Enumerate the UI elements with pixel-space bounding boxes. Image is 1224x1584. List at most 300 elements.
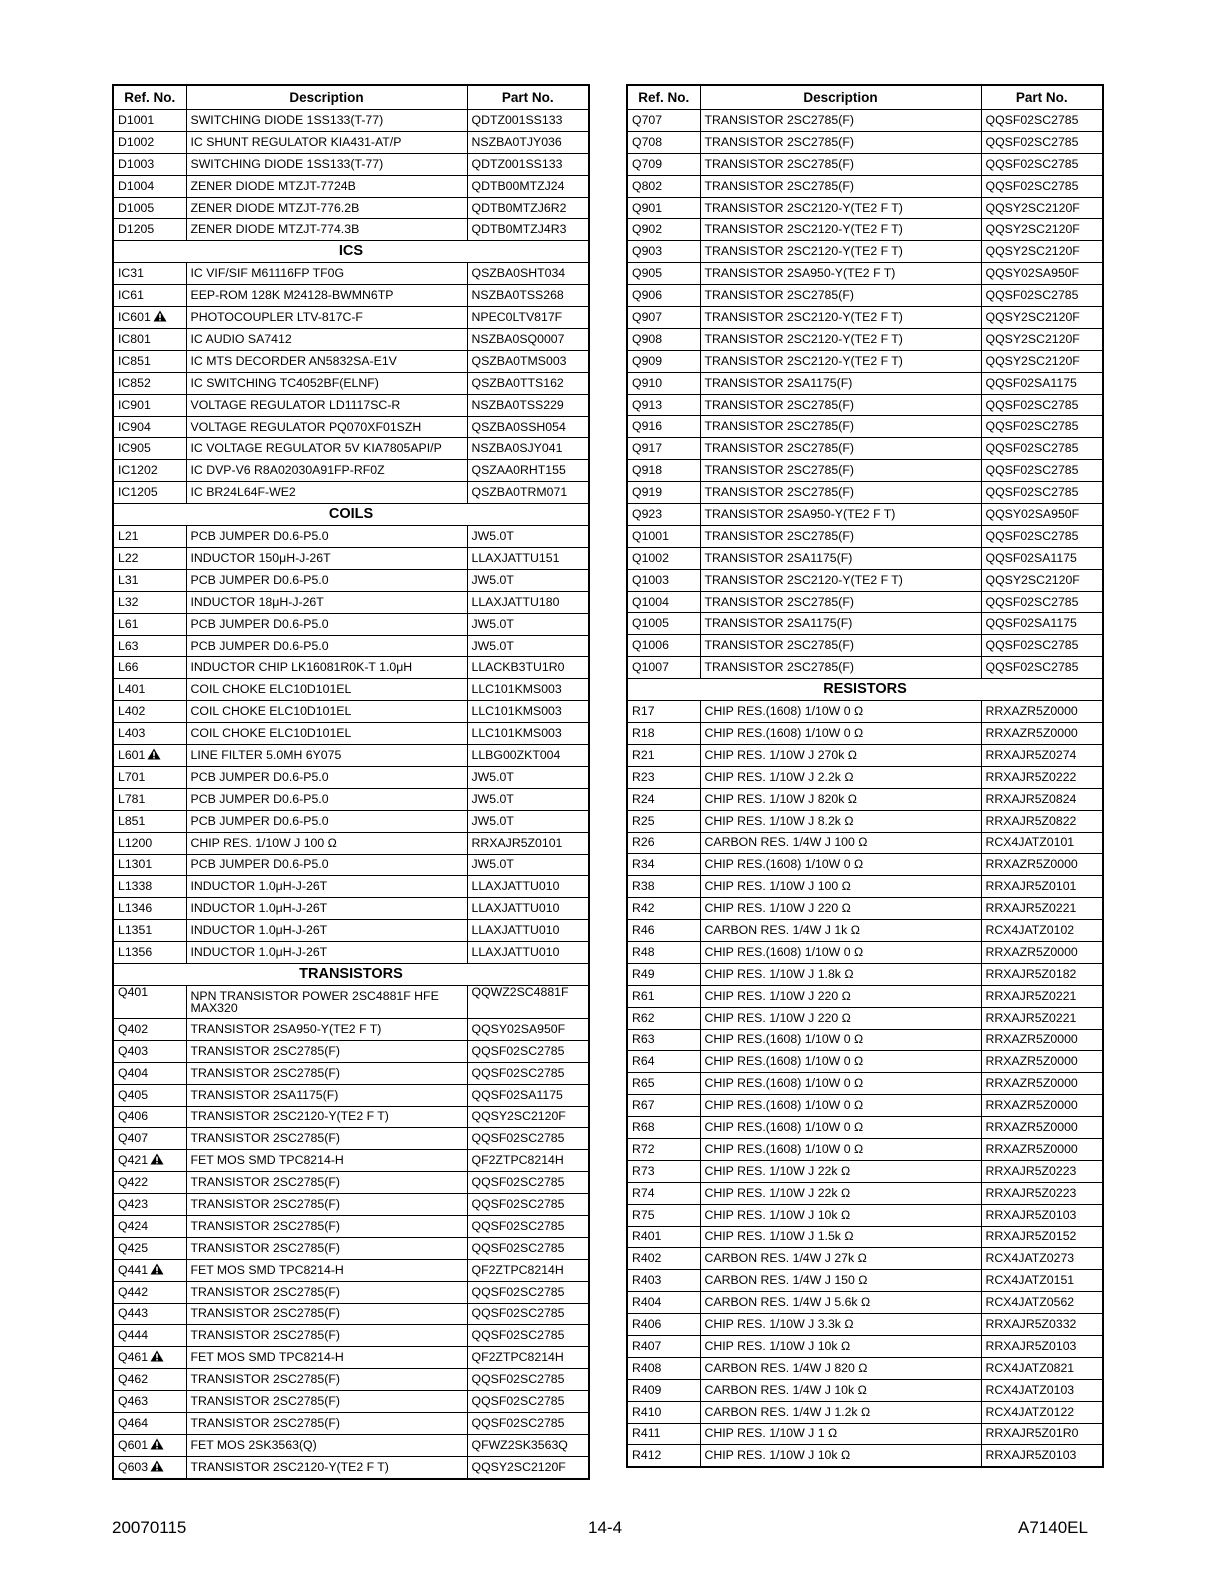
ref-no-cell [627,1138,700,1160]
ref-no: R62 [632,1010,655,1025]
table-row [627,635,1103,657]
part-no-cell: RRXAZR5Z0000 [981,701,1103,723]
ref-no-cell [113,438,186,460]
section-header-row [627,679,1103,701]
description-cell: IC MTS DECORDER AN5832SA-E1V [186,350,467,372]
ref-no-cell [627,766,700,788]
ref-no: IC852 [118,375,151,390]
description-cell: CHIP RES. 1/10W J 10k Ω [700,1445,981,1467]
ref-no-cell [113,788,186,810]
description-cell: TRANSISTOR 2SC2120-Y(TE2 F T) [700,350,981,372]
part-no-cell: QQSF02SC2785 [467,1128,589,1150]
table-row [627,1401,1103,1423]
ref-no-cell [113,1194,186,1216]
part-no-cell: RCX4JATZ0562 [981,1292,1103,1314]
table-row [627,372,1103,394]
part-no-cell: JW5.0T [467,810,589,832]
description-cell: TRANSISTOR 2SC2785(F) [700,525,981,547]
description-cell: TRANSISTOR 2SA1175(F) [186,1084,467,1106]
part-no-cell: QFWZ2SK3563Q [467,1434,589,1456]
ref-no: Q902 [632,222,663,237]
table-row [627,394,1103,416]
part-no-cell: QQSY2SC2120F [981,569,1103,591]
ref-no-cell [627,613,700,635]
parts-list-table-left [112,84,590,1480]
ref-no: Q917 [632,441,663,456]
ref-no: R402 [632,1251,662,1266]
ref-no: R67 [632,1098,655,1113]
description-cell: TRANSISTOR 2SC2785(F) [186,1303,467,1325]
ref-no: IC1205 [118,485,158,500]
part-no-cell: JW5.0T [467,788,589,810]
ref-no: R65 [632,1076,655,1091]
description-cell: IC SWITCHING TC4052BF(ELNF) [186,372,467,394]
description-cell: TRANSISTOR 2SA1175(F) [700,613,981,635]
part-no-cell: QQSF02SC2785 [981,110,1103,132]
ref-no: Q905 [632,266,663,281]
ref-no-cell [627,1423,700,1445]
ref-no: Q464 [118,1415,149,1430]
part-no-cell: RRXAZR5Z0000 [981,1138,1103,1160]
part-no-cell: QQSF02SA1175 [981,613,1103,635]
ref-no: Q1004 [632,594,669,609]
ref-no-cell [627,701,700,723]
ref-no: R48 [632,944,655,959]
ref-no: IC851 [118,353,151,368]
table-row [627,1160,1103,1182]
safety-warning-icon [150,1153,164,1168]
part-no-cell: RCX4JATZ0273 [981,1248,1103,1270]
table-row [113,460,589,482]
part-no-cell: QSZBA0TTS162 [467,372,589,394]
ref-no: R46 [632,923,655,937]
ref-no-cell [627,1270,700,1292]
section-header-row [113,241,589,263]
part-no-cell: QQSF02SC2785 [981,460,1103,482]
description-cell: IC BR24L64F-WE2 [186,482,467,504]
description-cell: PCB JUMPER D0.6-P5.0 [186,635,467,657]
part-no-cell: LLACKB3TU1R0 [467,657,589,679]
ref-no: Q1003 [632,572,669,587]
ref-no: D1003 [118,156,155,171]
description-cell: TRANSISTOR 2SC2785(F) [700,131,981,153]
part-no-cell: QDTB0MTZJ4R3 [467,219,589,241]
table-row [113,482,589,504]
part-no-cell: JW5.0T [467,613,589,635]
table-row [113,416,589,438]
ref-no-cell [113,548,186,570]
ref-no-cell [627,1226,700,1248]
ref-no: Q919 [632,485,663,500]
part-no-cell: RRXAJR5Z0221 [981,1007,1103,1029]
part-no-cell: QQSY2SC2120F [981,307,1103,329]
part-no-cell: RRXAJR5Z0221 [981,898,1103,920]
ref-no-cell [113,766,186,788]
part-no-cell: QQSF02SA1175 [981,372,1103,394]
ref-no: R407 [632,1338,662,1353]
table-row [113,1018,589,1040]
ref-no: D1002 [118,134,155,149]
ref-no: L781 [118,791,146,806]
ref-no: L66 [118,660,139,675]
table-row [113,942,589,964]
part-no-cell: QQSF02SC2785 [981,285,1103,307]
part-no-cell: RCX4JATZ0102 [981,920,1103,942]
part-no-cell: LLAXJATTU010 [467,920,589,942]
part-no-cell: RRXAJR5Z0222 [981,766,1103,788]
ref-no-cell [627,920,700,942]
table-row [113,1172,589,1194]
ref-no-cell [113,175,186,197]
part-no-cell: QQSF02SC2785 [981,482,1103,504]
description-header: Description [700,85,981,110]
ref-no-cell [113,1018,186,1040]
table-row [113,657,589,679]
part-no-cell: QQSY2SC2120F [981,197,1103,219]
ref-no: L1356 [118,945,153,959]
description-cell: FET MOS 2SK3563(Q) [186,1434,467,1456]
ref-no-cell [627,1379,700,1401]
ref-no: D1001 [118,112,155,127]
table-row [113,1456,589,1478]
ref-no-cell [627,110,700,132]
ref-no: R64 [632,1054,655,1069]
ref-no-cell [113,329,186,351]
part-no-cell: RRXAJR5Z0221 [981,985,1103,1007]
ref-no-cell [627,1095,700,1117]
ref-no-cell [627,1160,700,1182]
ref-no-cell [113,110,186,132]
part-no-cell: RRXAZR5Z0000 [981,1029,1103,1051]
part-no-cell: QDTZ001SS133 [467,110,589,132]
table-row [627,1095,1103,1117]
ref-no: Q1001 [632,528,669,543]
description-cell: TRANSISTOR 2SA950-Y(TE2 F T) [700,263,981,285]
table-row [627,898,1103,920]
table-row [627,131,1103,153]
ref-no-cell [113,153,186,175]
ref-no-cell [113,985,186,1018]
part-no-cell: NSZBA0TJY036 [467,131,589,153]
part-no-cell: QDTB00MTZJ24 [467,175,589,197]
description-cell: CHIP RES. 1/10W J 220 Ω [700,1007,981,1029]
ref-no-cell [627,263,700,285]
description-cell: CHIP RES.(1608) 1/10W 0 Ω [700,1138,981,1160]
ref-no-cell [627,1073,700,1095]
part-no-cell: QQSF02SC2785 [981,657,1103,679]
description-cell: TRANSISTOR 2SC2120-Y(TE2 F T) [700,219,981,241]
ref-no: Q1006 [632,638,669,653]
part-no-cell: QQSF02SC2785 [467,1391,589,1413]
description-cell: TRANSISTOR 2SC2785(F) [700,416,981,438]
ref-no-cell [627,985,700,1007]
part-no-cell: JW5.0T [467,526,589,548]
ref-no-cell [627,1051,700,1073]
section-title: COILS [113,504,589,526]
table-row [113,832,589,854]
description-cell: PCB JUMPER D0.6-P5.0 [186,788,467,810]
part-no-cell: QQSF02SC2785 [467,1194,589,1216]
ref-no-cell [113,219,186,241]
ref-no-cell [113,810,186,832]
table-row [113,526,589,548]
ref-no-cell [627,744,700,766]
description-cell: CARBON RES. 1/4W J 27k Ω [700,1248,981,1270]
ref-no-cell [113,307,186,329]
ref-no: Q1007 [632,660,669,675]
ref-no-cell [113,679,186,701]
table-row [113,1281,589,1303]
ref-no: Q916 [632,419,663,434]
ref-no-cell [627,153,700,175]
description-cell: TRANSISTOR 2SC2785(F) [186,1040,467,1062]
description-cell: VOLTAGE REGULATOR LD1117SC-R [186,394,467,416]
ref-no-cell [113,1347,186,1369]
ref-no-cell [113,942,186,964]
part-no-cell: RRXAJR5Z0152 [981,1226,1103,1248]
ref-no-cell [627,1029,700,1051]
table-row [113,701,589,723]
ref-no-cell [627,1401,700,1423]
ref-no-cell [113,591,186,613]
description-cell: INDUCTOR 18μH-J-26T [186,591,467,613]
part-no-cell: RRXAJR5Z0182 [981,963,1103,985]
part-no-cell: RRXAZR5Z0000 [981,723,1103,745]
ref-no-cell [627,1248,700,1270]
ref-no-cell [627,1204,700,1226]
ref-no: R38 [632,879,655,894]
description-cell: IC DVP-V6 R8A02030A91FP-RF0Z [186,460,467,482]
part-no-cell: QSZBA0SHT034 [467,263,589,285]
table-row [627,307,1103,329]
table-row [113,898,589,920]
part-no-cell: QQSF02SC2785 [467,1369,589,1391]
description-cell: CHIP RES. 1/10W J 22k Ω [700,1182,981,1204]
ref-no-cell [113,372,186,394]
ref-no: Q462 [118,1372,149,1387]
ref-no: Q461 [118,1350,149,1365]
table-row [627,744,1103,766]
description-cell: CHIP RES. 1/10W J 10k Ω [700,1335,981,1357]
part-no-cell: QQSY2SC2120F [981,219,1103,241]
ref-no: Q707 [632,112,663,127]
description-cell: SWITCHING DIODE 1SS133(T-77) [186,110,467,132]
description-cell: TRANSISTOR 2SC2785(F) [700,285,981,307]
ref-no-cell [627,1445,700,1467]
description-cell: CHIP RES.(1608) 1/10W 0 Ω [700,1073,981,1095]
table-row [113,1084,589,1106]
table-row [113,569,589,591]
ref-no: R34 [632,857,655,872]
description-cell: INDUCTOR 150μH-J-26T [186,548,467,570]
ref-no: Q407 [118,1131,149,1146]
safety-warning-icon [150,1263,164,1278]
table-row [627,460,1103,482]
description-cell: TRANSISTOR 2SC2785(F) [186,1281,467,1303]
part-no-cell: QQSY2SC2120F [467,1456,589,1478]
ref-no-cell [113,263,186,285]
ref-no: L701 [118,769,146,784]
ref-no: R401 [632,1229,662,1244]
part-no-cell: QQSY2SC2120F [467,1106,589,1128]
part-no-cell: RRXAJR5Z0101 [467,832,589,854]
ref-no: Q909 [632,353,663,368]
description-cell: CHIP RES.(1608) 1/10W 0 Ω [700,1095,981,1117]
table-row [627,110,1103,132]
ref-no: L22 [118,550,139,565]
ref-no: IC904 [118,419,151,434]
ref-no-cell [113,569,186,591]
ref-no: R75 [632,1207,655,1222]
ref-no-cell [113,1369,186,1391]
part-no-cell: QSZBA0TRM071 [467,482,589,504]
description-cell: NPN TRANSISTOR POWER 2SC4881F HFE MAX320 [186,985,467,1018]
part-no-cell: QQSF02SC2785 [981,525,1103,547]
table-row [113,920,589,942]
table-row [627,1314,1103,1336]
part-no-cell: QSZAA0RHT155 [467,460,589,482]
description-cell: INDUCTOR 1.0μH-J-26T [186,876,467,898]
description-cell: CHIP RES. 1/10W J 820k Ω [700,788,981,810]
description-cell: TRANSISTOR 2SC2120-Y(TE2 F T) [700,569,981,591]
ref-no: Q422 [118,1175,149,1190]
table-row [627,241,1103,263]
ref-no: Q442 [118,1284,149,1299]
ref-no: R68 [632,1120,655,1135]
table-row [627,547,1103,569]
ref-no-cell [113,854,186,876]
ref-no: L1200 [118,835,153,850]
description-cell: TRANSISTOR 2SC2785(F) [186,1391,467,1413]
description-cell: PCB JUMPER D0.6-P5.0 [186,526,467,548]
ref-no: D1205 [118,222,155,237]
description-cell: TRANSISTOR 2SC2785(F) [186,1128,467,1150]
ref-no-cell [113,701,186,723]
part-no-cell: QQSF02SC2785 [467,1237,589,1259]
description-cell: TRANSISTOR 2SC2785(F) [186,1215,467,1237]
description-cell: TRANSISTOR 2SA950-Y(TE2 F T) [700,504,981,526]
ref-no-cell [113,657,186,679]
part-no-cell: QQSF02SC2785 [467,1412,589,1434]
ref-no: R42 [632,901,655,916]
table-row [113,1303,589,1325]
ref-no: L1346 [118,901,153,916]
description-cell: CARBON RES. 1/4W J 1k Ω [700,920,981,942]
ref-no: Q918 [632,463,663,478]
ref-no: Q908 [632,331,663,346]
description-cell: COIL CHOKE ELC10D101EL [186,679,467,701]
ref-no: R409 [632,1382,662,1397]
description-cell: TRANSISTOR 2SC2785(F) [186,1369,467,1391]
ref-no-cell [113,482,186,504]
ref-no-cell [627,219,700,241]
table-row [113,1391,589,1413]
ref-no-cell [113,197,186,219]
footer-model-code: A7140EL [1018,1518,1088,1537]
part-no-cell: NSZBA0TSS268 [467,285,589,307]
table-row [627,438,1103,460]
table-row [113,1128,589,1150]
table-row [113,372,589,394]
ref-no-cell [113,460,186,482]
ref-no: IC905 [118,441,151,456]
table-row [113,1106,589,1128]
part-no-cell: JW5.0T [467,766,589,788]
part-no-cell: RRXAZR5Z0000 [981,941,1103,963]
part-no-cell: LLAXJATTU010 [467,876,589,898]
description-cell: TRANSISTOR 2SC2785(F) [186,1194,467,1216]
ref-no: R411 [632,1426,661,1441]
description-cell: PCB JUMPER D0.6-P5.0 [186,569,467,591]
part-no-cell: QQSF02SC2785 [981,175,1103,197]
table-row [627,1226,1103,1248]
ref-no-cell [113,1128,186,1150]
ref-no-cell [627,963,700,985]
ref-no: D1005 [118,200,155,215]
table-row [627,175,1103,197]
part-no-cell: JW5.0T [467,635,589,657]
part-no-cell: RCX4JATZ0103 [981,1379,1103,1401]
ref-no: Q907 [632,309,663,324]
part-no-cell: QQSY02SA950F [981,504,1103,526]
table-row [113,745,589,767]
part-no-cell: QQWZ2SC4881F [467,985,589,1018]
table-row [627,504,1103,526]
description-cell: INDUCTOR 1.0μH-J-26T [186,920,467,942]
ref-no-cell [113,416,186,438]
ref-no: IC61 [118,288,144,303]
part-no-cell: RRXAJR5Z0103 [981,1335,1103,1357]
safety-warning-icon [150,1460,164,1475]
ref-no-cell [627,898,700,920]
table-row [627,920,1103,942]
ref-no: Q425 [118,1240,149,1255]
description-cell: CARBON RES. 1/4W J 100 Ω [700,832,981,854]
ref-no: Q709 [632,156,663,171]
ref-no-cell [627,1007,700,1029]
part-no-cell: NSZBA0TSS229 [467,394,589,416]
ref-no: Q906 [632,288,663,303]
ref-no-cell [627,657,700,679]
table-row [627,350,1103,372]
description-cell: TRANSISTOR 2SC2785(F) [700,110,981,132]
part-no-cell: RCX4JATZ0122 [981,1401,1103,1423]
ref-no-cell [627,460,700,482]
table-row [627,1248,1103,1270]
table-row [627,1007,1103,1029]
part-no-header: Part No. [467,85,589,110]
ref-no: Q441 [118,1262,149,1277]
ref-no: Q403 [118,1043,149,1058]
ref-no: Q423 [118,1197,149,1212]
section-title: ICS [113,241,589,263]
ref-no-cell [627,591,700,613]
part-no-cell: QDTZ001SS133 [467,153,589,175]
ref-no-cell [113,1062,186,1084]
part-no-cell: QQSF02SC2785 [981,131,1103,153]
description-cell: INDUCTOR 1.0μH-J-26T [186,942,467,964]
ref-no: Q603 [118,1459,149,1474]
part-no-cell: QQSF02SA1175 [467,1084,589,1106]
ref-no: Q424 [118,1218,149,1233]
ref-no-cell [113,876,186,898]
ref-no: IC1202 [118,463,158,478]
part-no-cell: RRXAJR5Z0103 [981,1445,1103,1467]
part-no-cell: QQSF02SC2785 [981,635,1103,657]
table-row [627,1182,1103,1204]
ref-no: Q802 [632,178,663,193]
description-cell: CHIP RES. 1/10W J 10k Ω [700,1204,981,1226]
